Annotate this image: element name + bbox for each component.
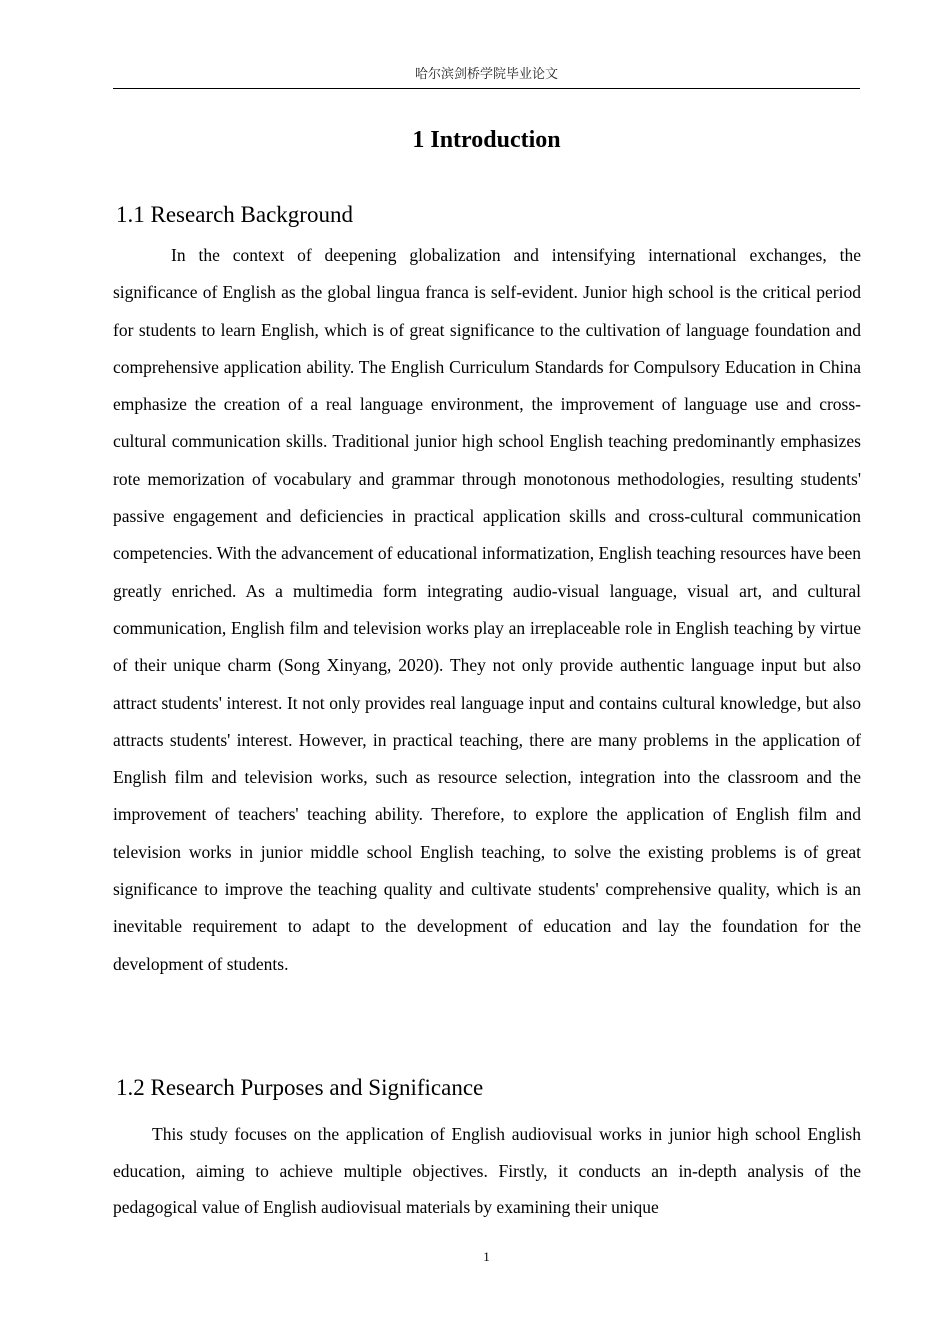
section-heading-research-background: 1.1 Research Background bbox=[116, 202, 353, 227]
running-header: 哈尔滨剑桥学院毕业论文 bbox=[414, 67, 558, 82]
chapter-title: 1 Introduction bbox=[412, 127, 561, 153]
header-divider bbox=[113, 88, 860, 89]
research-background-paragraph: In the context of deepening globalization and intensifying international exchanges, the significance of English as the global lingua franca is self-evident. Junior high school is the critical period for students to learn English, which is of great significance to the cultivation of language foundation and comprehensive application ability. The English Curriculum Standards for Compulsory Education in China emphasize the creation of a real language environment, the improvement of language use and cross-cultural communication skills. Traditional junior high school English teaching predominantly emphasizes rote memorization of vocabulary and grammar through monotonous methodologies, resulting students' passive engagement and deficiencies in practical application skills and cross-cultural communication competencies. With the advancement of educational informatization, English teaching resources have been greatly enriched. As a multimedia form integrating audio-visual language, visual art, and cultural communication, English film and television works play an irreplaceable role in English teaching by virtue of their unique charm (Song Xinyang, 2020). They not only provide authentic language input but also attract students' interest. It not only provides real language input and contains cultural knowledge, but also attracts students' interest. However, in practical teaching, there are many problems in the application of English film and television works, such as resource selection, integration into the classroom and the improvement of teachers' teaching ability. Therefore, to explore the application of English film and television works in junior middle school English teaching, to solve the existing problems is of great significance to improve the teaching quality and cultivate students' comprehensive quality, which is an inevitable requirement to adapt to the development of education and lay the foundation for the development of students. bbox=[113, 245, 861, 974]
page-number: 1 bbox=[483, 1249, 490, 1264]
research-purposes-paragraph: This study focuses on the application of English audiovisual works in junior high school English education, aiming to achieve multiple objectives. Firstly, it conducts an in-depth analysis of the pedagogical value of English audiovisual materials by examining their unique bbox=[113, 1124, 861, 1218]
section-heading-research-purposes: 1.2 Research Purposes and Significance bbox=[116, 1075, 484, 1100]
